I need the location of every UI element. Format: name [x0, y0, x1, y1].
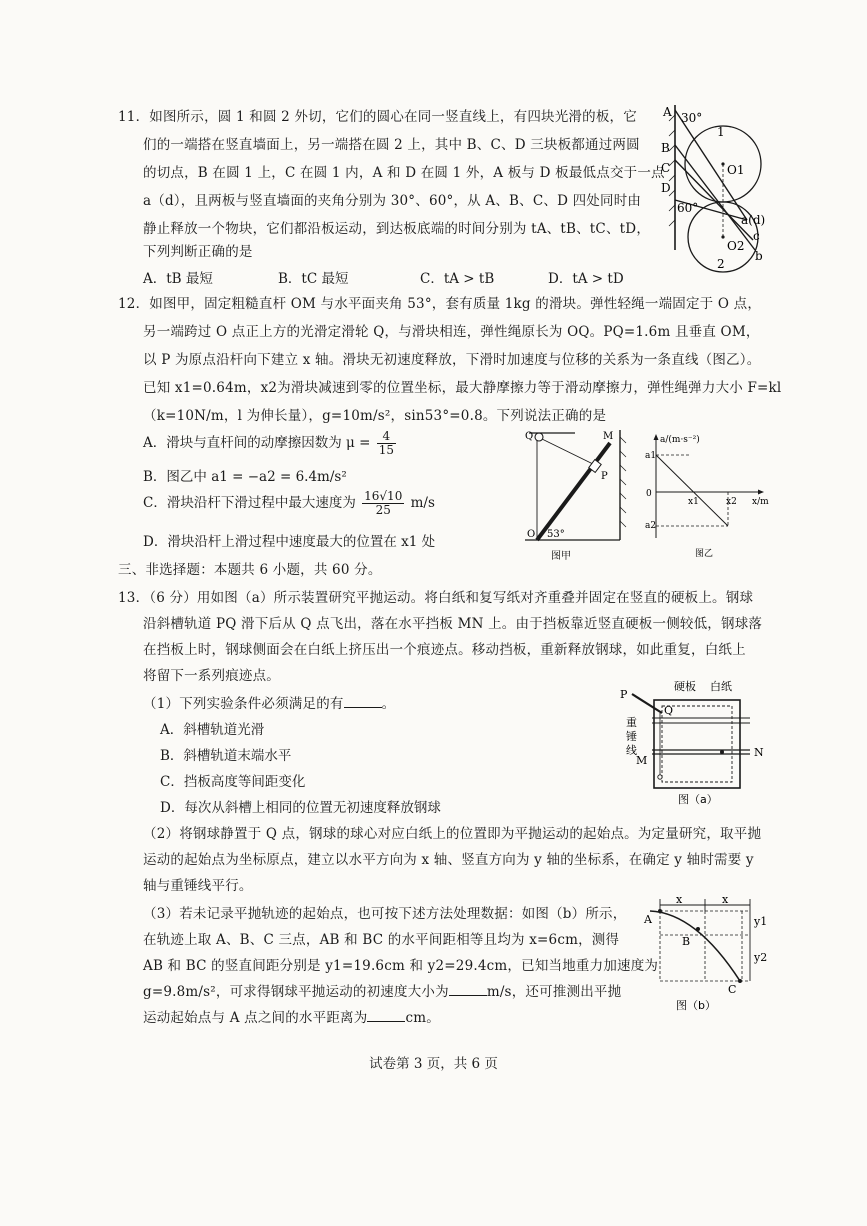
trajectory-curve	[650, 911, 740, 981]
q12-option-c-text: C．滑块沿杆下滑过程中最大速度为	[143, 495, 356, 511]
label-a: A	[663, 105, 672, 119]
caption-b: 图（b）	[676, 999, 716, 1012]
label-zero: 0	[646, 489, 652, 499]
answer-blank[interactable]	[367, 1008, 405, 1022]
q13-sub3-line: 在轨迹上取 A、B、C 三点，AB 和 BC 的水平间距相等且均为 x=6cm，测得	[143, 932, 620, 948]
label-paper: 白纸	[710, 680, 732, 693]
q11-option-c: C．tA > tB	[420, 271, 495, 287]
label-x-2: x	[722, 893, 729, 906]
q13-sub3-text: 运动起始点与 A 点之间的水平距离为	[143, 1010, 368, 1026]
label-m: M	[603, 431, 614, 442]
label-weight-2: 锤	[626, 730, 637, 743]
ylabel: a/(m·s⁻²)	[660, 435, 700, 445]
label-weight-3: 线	[626, 744, 637, 757]
q13-sub1-option-d: D．每次从斜槽上相同的位置无初速度释放钢球	[160, 800, 441, 816]
label-o1: O1	[727, 163, 745, 177]
q13-figure-a	[612, 680, 772, 805]
q13-sub3-line: AB 和 BC 的竖直间距分别是 y1=19.6cm 和 y2=29.4cm，已知当地重力加速度为	[143, 958, 659, 974]
angle-53-label: 53°	[547, 529, 565, 540]
q13-sub1-option-a: A．斜槽轨道光滑	[160, 722, 265, 738]
q13-sub3-line: （3）若未记录平抛轨迹的起始点，也可按下述方法处理数据：如图（b）所示，	[143, 906, 627, 922]
q12-option-a-text: A．滑块与直杆间的动摩擦因数为 μ =	[143, 435, 371, 451]
label-b: B	[661, 141, 670, 155]
q13-sub2-line: 轴与重锤线平行。	[143, 878, 253, 894]
o2-point	[721, 235, 724, 238]
q11-line: a（d），且两板与竖直墙面的夹角分别为 30°、60°，从 A、B、C、D 四处同时由	[143, 193, 642, 209]
fraction	[362, 490, 404, 517]
label-p: P	[601, 471, 608, 482]
label-x-1: x	[676, 893, 683, 906]
q12-option-d: D．滑块沿杆上滑过程中速度最大的位置在 x1 处	[143, 534, 436, 550]
label-q: Q	[664, 704, 674, 717]
answer-blank[interactable]	[344, 694, 382, 708]
q13-sub1	[143, 692, 395, 712]
o1-point	[721, 162, 724, 165]
answer-blank[interactable]	[449, 982, 487, 996]
fraction-den: 15	[378, 443, 394, 457]
label-o: O	[527, 529, 536, 540]
unit: m/s	[410, 495, 435, 511]
label-y1: y1	[754, 915, 768, 928]
caption-yi: 图乙	[695, 549, 714, 559]
board-b	[675, 145, 755, 250]
q12-line: 以 P 为原点沿杆向下建立 x 轴。滑块无初速度释放，下滑时加速度与位移的关系为一条直线（图乙）。	[143, 352, 761, 368]
q12-option-c	[143, 490, 435, 517]
label-a1: a1	[645, 451, 657, 461]
label-weight: 重	[626, 716, 637, 729]
label-circle-1: 1	[717, 125, 725, 139]
label-a-d: a(d)	[741, 213, 766, 227]
q13-sub1-option-b: B．斜槽轨道末端水平	[160, 748, 292, 764]
q13-line: 13．（6 分）用如图（a）所示装置研究平抛运动。将白纸和复写纸对齐重叠并固定在竖直的硬板上。钢球	[118, 590, 754, 606]
q13-sub1-option-c: C．挡板高度等间距变化	[160, 774, 306, 790]
fraction	[377, 430, 396, 457]
q11-line: 下列判断正确的是	[143, 244, 253, 260]
label-x2: x2	[726, 497, 737, 507]
label-c: C	[728, 983, 737, 996]
page-footer: 试卷第 3 页，共 6 页	[369, 1056, 498, 1072]
q11-line: 11．如图所示，圆 1 和圆 2 外切，它们的圆心在同一竖直线上，有四块光滑的板，它	[118, 109, 637, 125]
label-o2: O2	[727, 239, 745, 253]
q11-line: 静止释放一个物块，它们都沿板运动，到达板底端的时间分别为 tA、tB、tC、tD，	[143, 221, 651, 237]
q13-sub3-line	[143, 980, 621, 1000]
label-a2: a2	[645, 521, 657, 531]
fraction-num: 4	[377, 430, 396, 444]
label-q: Q	[525, 431, 534, 442]
caption-a: 图（a）	[678, 793, 718, 806]
label-n: N	[754, 746, 764, 759]
label-a: A	[644, 913, 652, 926]
q13-sub2-line: 运动的起始点为坐标原点，建立以水平方向为 x 轴、竖直方向为 y 轴的坐标系，在确定 y 轴时需要 y	[143, 852, 754, 868]
q13-sub1-end: 。	[381, 696, 396, 712]
q13-sub3-unit: cm。	[405, 1010, 440, 1026]
q12-line: 已知 x1=0.64m，x2为滑块减速到零的位置坐标，最大静摩擦力等于滑动摩擦力，弹性绳弹力大小 F=kl	[143, 380, 782, 396]
q12-line: （k=10N/m，l 为伸长量），g=10m/s²，sin53°=0.8。下列说法正确的是	[143, 408, 607, 424]
q12-option-b: B．图乙中 a1 = −a2 = 6.4m/s²	[143, 469, 347, 485]
q13-line: 沿斜槽轨道 PQ 滑下后从 Q 点飞出，落在水平挡板 MN 上。由于挡板靠近竖直硬板一侧较低，钢球落	[143, 616, 763, 632]
white-paper	[662, 706, 732, 782]
label-y2: y2	[754, 951, 768, 964]
label-m: M	[636, 754, 648, 767]
angle-30-label: 30°	[681, 111, 703, 125]
q11-line: 们的一端搭在竖直墙面上，另一端搭在圆 2 上，其中 B、C、D 三块板都通过两圆	[143, 137, 640, 153]
label-x1: x1	[688, 497, 699, 507]
q11-figure	[655, 100, 770, 280]
q13-sub3-unit: m/s，还可推测出平抛	[486, 984, 622, 1000]
pulley-q	[535, 433, 543, 441]
q13-sub2-line: （2）将钢球静置于 Q 点，钢球的球心对应白纸上的位置即为平抛运动的起始点。为定量研究，取平抛	[143, 826, 762, 842]
q12-figure-yi	[640, 428, 770, 563]
rod-om	[537, 443, 610, 540]
section-3-title: 三、非选择题：本题共 6 小题，共 60 分。	[118, 562, 382, 578]
label-c-small: c	[753, 229, 760, 243]
fraction-den: 25	[375, 503, 391, 517]
label-circle-2: 2	[717, 257, 725, 271]
label-c: C	[661, 161, 671, 175]
q11-line: 的切点，B 在圆 1 上，C 在圆 1 内，A 和 D 在圆 1 外，A 板与 D 板最低点交于一点	[143, 165, 665, 181]
q13-figure-b	[636, 893, 776, 1018]
q13-sub1-text: （1）下列实验条件必须满足的有	[143, 696, 344, 712]
label-hardboard: 硬板	[674, 680, 696, 693]
q12-option-a	[143, 430, 398, 457]
q13-line: 将留下一系列痕迹点。	[143, 668, 280, 684]
label-b: B	[682, 935, 691, 948]
label-p: P	[620, 688, 628, 701]
q11-option-a: A．tB 最短	[143, 271, 213, 287]
q12-figure-jia	[515, 425, 635, 565]
angle-60-label: 60°	[677, 201, 699, 215]
xlabel: x/m	[752, 497, 769, 507]
label-d: D	[661, 181, 671, 195]
q13-sub3-text: g=9.8m/s²，可求得钢球平抛运动的初速度大小为	[143, 984, 449, 1000]
label-b-small: b	[755, 249, 763, 263]
q12-line: 另一端跨过 O 点正上方的光滑定滑轮 Q，与滑块相连，弹性绳原长为 OQ。PQ=1.6m 且垂直 OM，	[143, 324, 760, 340]
chute	[632, 694, 662, 713]
caption-jia: 图甲	[551, 551, 571, 562]
q13-sub3-line	[143, 1006, 440, 1026]
q11-option-d: D．tA > tD	[548, 271, 624, 287]
q12-line: 12．如图甲，固定粗糙直杆 OM 与水平面夹角 53°，套有质量 1kg 的滑块。弹性轻绳一端固定于 O 点，	[118, 296, 762, 312]
fraction-num: 16√10	[364, 489, 403, 503]
q11-option-b: B．tC 最短	[278, 271, 349, 287]
q13-line: 在挡板上时，钢球侧面会在白纸上挤压出一个痕迹点。移动挡板，重新释放钢球，如此重复，白纸上	[143, 642, 746, 658]
